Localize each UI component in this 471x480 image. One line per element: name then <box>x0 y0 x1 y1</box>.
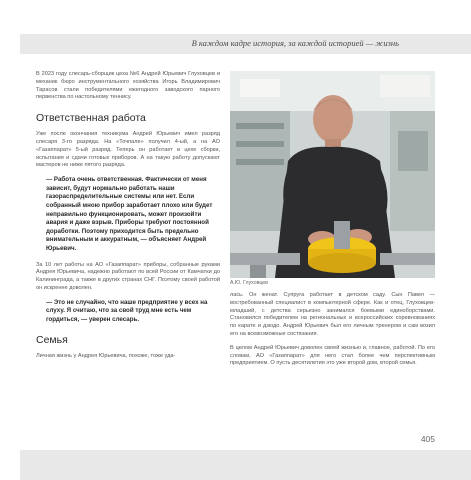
quote-work: — Работа очень ответственная. Фактически от меня зависит, будут нормально работать наши газораспределительные системы или нет. Если собранный мною прибор заработает плохо или будет неправильно функционировать, может произойти авария и даже взрыв. Приборы требуют постоянной доработки. Поэтому приходится быть предельно внимательным и аккуратным, — объясняет Андрей Юрьевич. <box>46 176 213 252</box>
work-paragraph: Уже после окончания техникума Андрей Юрьевич имел разряд слесаря 3-го разряда. На «Точпале» получил 4-ый, а на АО «Газаппарат» 5-ый разряд. Теперь он работает в цехе сборки, испытания и сдачи готовых приборов. А на такую работу допускают мастеров не ниже пятого разряда. <box>36 131 220 169</box>
running-header-tagline: В каждом кадре история, за каждой историей — жизнь <box>191 38 399 48</box>
header-band <box>20 34 471 54</box>
closing-paragraph: В целом Андрей Юрьевич доволен своей жизнью и, главное, работой. По его словам, АО «Газаппарат» для него стал более чем перспективным предприятием. О пусть десятилетия это уже второй дом, второй семья. <box>230 344 435 367</box>
page-number: 405 <box>420 434 435 444</box>
right-column <box>230 292 435 374</box>
work-paragraph-2: За 10 лет работы на АО «Газаппарат» приборы, собранные руками Андрея Юрьевича, надежно работают по всей России от Камчатки до Калининграда, а также в других странах СНГ. Поэтому своей работой он искренне доволен. <box>36 261 220 291</box>
quote-pride: — Это не случайно, что наше предприятие у всех на слуху. Я считаю, что за свой труд мне есть чем гордиться, — уверен слесарь. <box>46 298 208 323</box>
left-column <box>36 71 220 367</box>
section-heading-work: Ответственная работа <box>36 112 146 125</box>
workshop-photo-illustration <box>230 71 435 278</box>
footer-band <box>20 450 471 480</box>
photo-caption: А.Ю. Глуховцев <box>230 280 268 286</box>
section-heading-family: Семья <box>36 334 68 347</box>
family-paragraph-cont: лась. Он женат. Супруга работает в детском саду. Сын Павел — востребованный специалист в компьютерной сфере. Как и отец, Глуховцев-младший, с детства серьезно занимался боевыми единоборствами. Становился победителем на региональных и всероссийских соревнованиях по карате и дзюдо. Андрей Юрьевич был его личным тренером и сам возил его на всевозможные состязания. <box>230 292 435 337</box>
family-paragraph-start: Личная жизнь у Андрея Юрьевича, похоже, тоже уда- <box>36 353 176 360</box>
portrait-photo <box>230 71 435 278</box>
intro-paragraph: В 2023 году слесарь-сборщик цеха №6 Андрей Юрьевич Глуховцев и механик бюро инструментального хозяйства Игорь Владимирович Тарасов стали победителями ежегодного заводского парного первенства по настольному теннису. <box>36 71 220 101</box>
